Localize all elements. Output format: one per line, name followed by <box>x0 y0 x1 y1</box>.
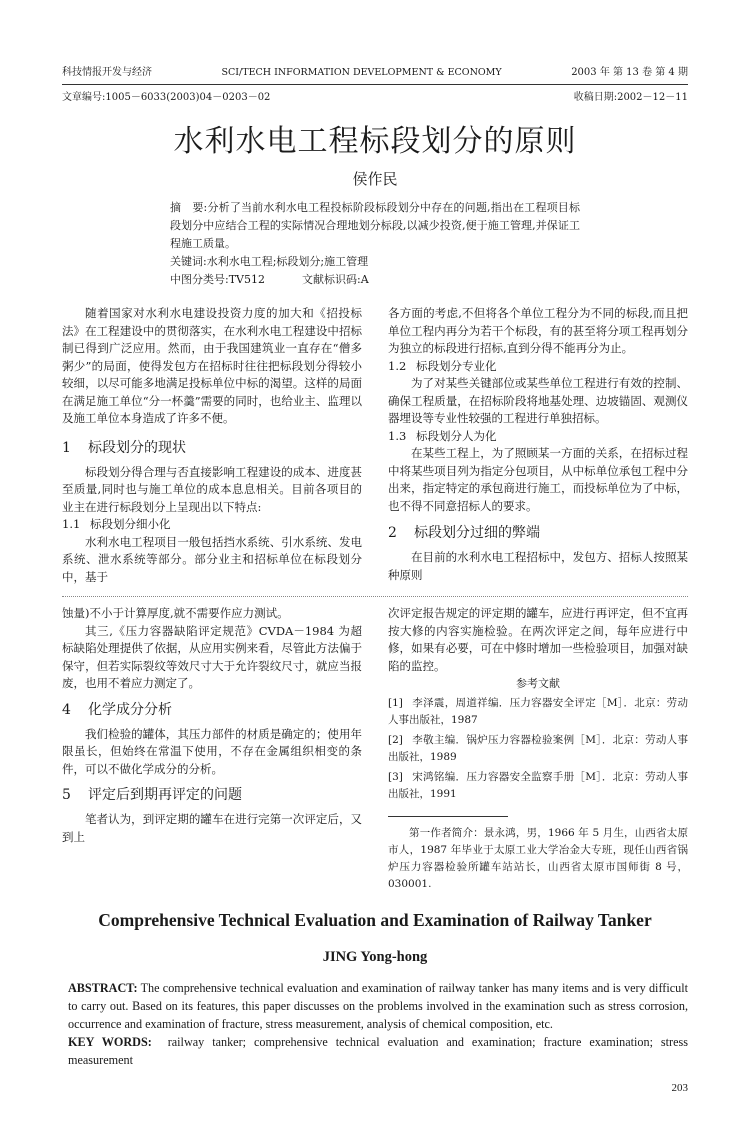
abstract-block <box>170 199 580 289</box>
subsection-heading: 1.1 标段划分细小化 <box>62 517 171 531</box>
article-number: 文章编号:1005－6033(2003)04－0203－02 <box>62 92 271 103</box>
paragraph: 次评定报告规定的评定期的罐车，应进行再评定，但不宜再按大修的内容实施检验。在两次评定之间，每年应进行中修，如果有必要，可在中修时增加一些检验项目，加强对缺陷的监控。 <box>388 606 688 673</box>
english-keywords-label: KEY WORDS: <box>68 1034 152 1049</box>
references-heading: 参考文献 <box>516 677 560 690</box>
paper-title: 水利水电工程标段划分的原则 <box>173 124 577 159</box>
abstract-text: 分析了当前水利水电工程投标阶段标段划分中存在的问题,指出在工程项目标段划分中应结合工程的实际情况合理地划分标段,以减少投资,便于施工管理,并保证工程施工质量。 <box>170 201 580 250</box>
section-heading: 1 标段划分的现状 <box>62 439 186 456</box>
paragraph: 在某些工程上，为了照顾某一方面的关系，在招标过程中将某些项目列为指定分包项目，从中标单位承包工程中分出来，指定特定的承包商进行施工，而投标单位为了中标，也不得不同意招标人的要求。 <box>388 446 688 513</box>
footnote-rule <box>388 816 508 817</box>
subsection-heading: 1.2 标段划分专业化 <box>388 358 497 373</box>
paragraph: 水利水电工程项目一般包括挡水系统、引水系统、发电系统、泄水系统等部分。部分业主和招标单位在标段划分中，基于 <box>62 534 362 584</box>
paper-author: 侯作民 <box>352 170 398 188</box>
paragraph: 其三,《压力容器缺陷评定规范》CVDA－1984 为超标缺陷处理提供了依据，从应用实例来看，尽管此方法偏于保守，但若实际裂纹等效尺寸大于允许裂纹尺寸，就应当报废，也用不着应力测定了。 <box>62 623 362 690</box>
english-abstract-block <box>68 979 688 1069</box>
reference-item: [2] 李敬主编．锅炉压力容器检验案例［M］．北京：劳动人事出版社，1989 <box>388 733 688 763</box>
page-cut-divider <box>62 596 688 597</box>
reference-item: [1] 李泽震，周道祥编．压力容器安全评定［M］．北京：劳动人事出版社，1987 <box>388 696 688 726</box>
section-heading: 2 标段划分过细的弊端 <box>388 525 540 541</box>
paragraph: 标段划分得合理与否直接影响工程建设的成本、进度甚至质量,同时也与施工单位的成本息息相关。目前各项目的业主在进行标段划分上呈现出以下特点: <box>62 464 362 514</box>
paragraph: 我们检验的罐体，其压力部件的材质是确定的；使用年限虽长，但始终在常温下使用，不存在金属组织相变的条件，可以不做化学成分的分析。 <box>62 726 362 776</box>
upper-right-column <box>388 305 688 584</box>
reference-item: [3] 宋鸿铭编．压力容器安全监察手册［M］．北京：劳动人事出版社，1991 <box>388 770 688 800</box>
upper-columns <box>62 305 688 586</box>
subsection-heading: 1.3 标段划分人为化 <box>388 428 497 443</box>
paragraph: 各方面的考虑,不但将各个单位工程分为不同的标段,而且把单位工程内再分为若干个标段，有的甚至将分项工程再划分为独立的标段进行招标,直到分得不能再分为止。 <box>388 306 688 355</box>
running-header <box>62 66 688 80</box>
journal-name-en: SCI/TECH INFORMATION DEVELOPMENT & ECONOMY <box>221 67 502 78</box>
lower-right-column <box>388 605 688 893</box>
lower-left-column <box>62 605 362 846</box>
paragraph: 蚀量)不小于计算厚度,就不需要作应力测试。 <box>62 606 289 620</box>
english-abstract-text: The comprehensive technical evaluation and examination of railway tanker has many items and is very difficult to carry out. Based on its features, this paper discusses on the problems involved in the examination such as stress corrosion, occurrence and examination of fracture, stress measurement, analysis of chemical composition, etc. <box>68 980 688 1031</box>
paragraph: 在目前的水利水电工程招标中，发包方、招标人按照某种原则 <box>388 550 688 582</box>
english-title: Comprehensive Technical Evaluation and Examination of Railway Tanker <box>98 909 652 930</box>
intro-paragraph: 随着国家对水利水电建设投资力度的加大和《招投标法》在工程建设中的贯彻落实，在水利水电工程建设中招标制已得到广泛应用。然而，由于我国建筑业一直存在“僧多粥少”的局面，使得发包方在招标时往往把标段划分得较小较细，以尽可能多地满足投标单位中标的渴望。这样的局面在满足施工单位“分一杯羹”需要的同时，也给业主、监理以及施工单位本身造成了许多不便。 <box>62 306 362 425</box>
received-date: 收稿日期:2002－12－11 <box>573 92 688 103</box>
english-author: JING Yong-hong <box>322 948 428 965</box>
keywords: 关键词:水利水电工程;标段划分;施工管理 <box>170 255 369 268</box>
section-heading: 5 评定后到期再评定的问题 <box>62 787 242 803</box>
english-keywords: railway tanker; comprehensive technical evaluation and examination; fracture examination; stress measurement <box>68 1034 688 1067</box>
author-footnote: 第一作者简介：景永鸿，男，1966 年 5 月生，山西省太原市人，1987 年毕业于太原工业大学冶金大专班，现任山西省锅炉压力容器检验所罐车站站长，山西省太原市国师街 8 号，030001. <box>388 826 688 890</box>
page-number: 203 <box>671 1081 688 1094</box>
upper-left-column <box>62 305 362 586</box>
paragraph: 为了对某些关键部位或某些单位工程进行有效的控制、确保工程质量，在招标阶段将地基处理、边坡锚固、观测仪器埋设等专业性较强的工程进行单独招标。 <box>388 376 688 425</box>
english-abstract-label: ABSTRACT: <box>68 980 138 995</box>
paragraph: 笔者认为，到评定期的罐车在进行完第一次评定后，又到上 <box>62 812 362 844</box>
lower-columns <box>62 605 688 893</box>
document-code: 文献标识码:A <box>302 273 369 286</box>
issue-info: 2003 年 第 13 卷 第 4 期 <box>571 67 688 78</box>
article-meta <box>62 91 688 105</box>
section-heading: 4 化学成分分析 <box>62 701 172 718</box>
clc-number: 中图分类号:TV512 <box>170 273 265 286</box>
header-rule <box>62 84 688 85</box>
abstract-label: 摘 要: <box>170 201 208 214</box>
journal-name-cn: 科技情报开发与经济 <box>62 67 152 78</box>
